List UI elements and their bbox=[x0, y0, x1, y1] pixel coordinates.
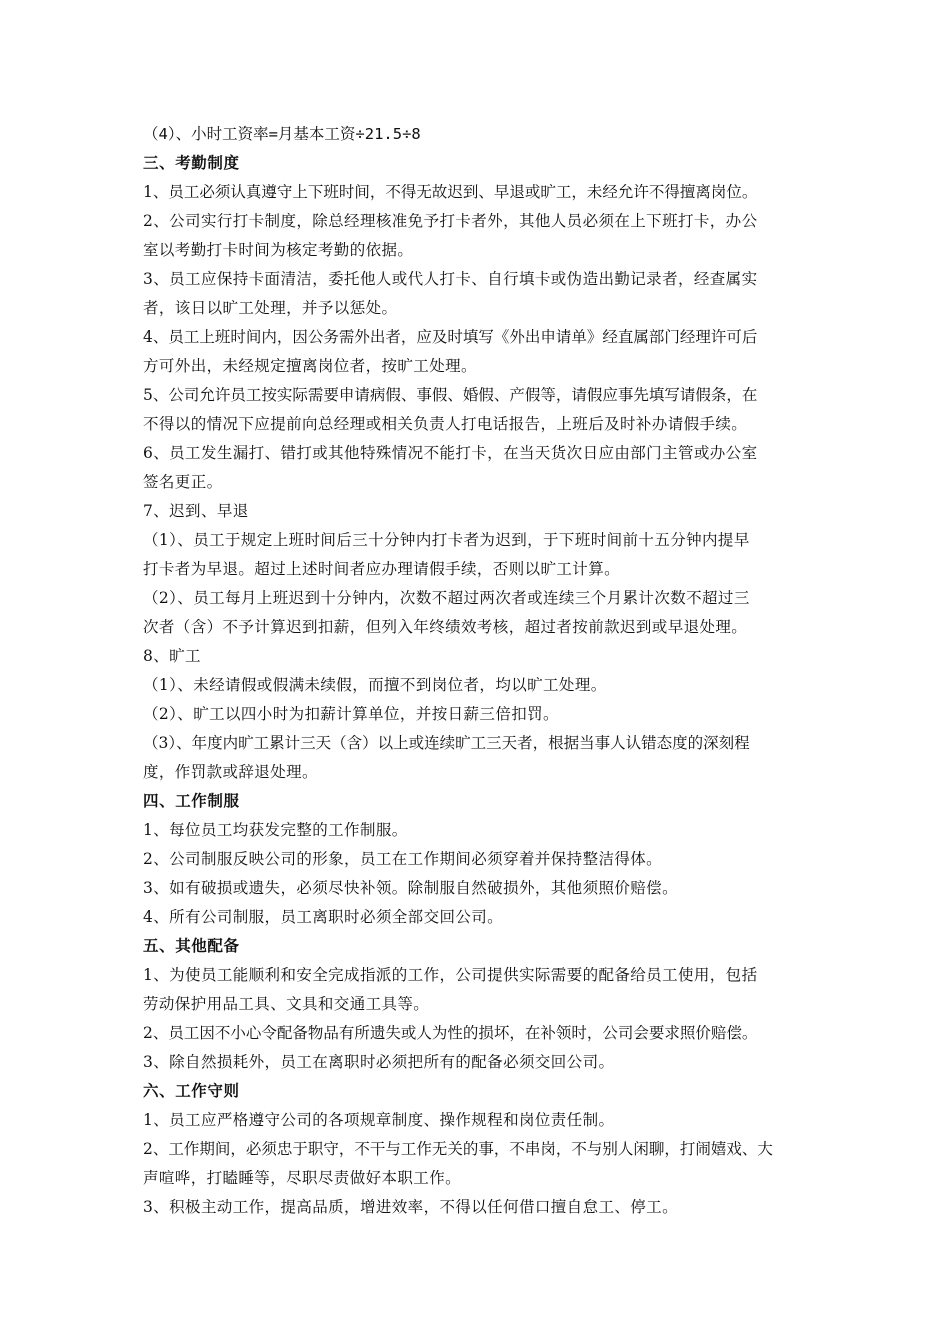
paragraph-line: 方可外出，未经规定擅离岗位者，按旷工处理。 bbox=[143, 357, 477, 375]
paragraph-line: 2、公司实行打卡制度，除总经理核准免予打卡者外，其他人员必须在上下班打卡，办公 bbox=[143, 212, 758, 230]
section-heading-attendance: 三、考勤制度 bbox=[143, 154, 240, 172]
paragraph-line: 7、迟到、早退 bbox=[143, 502, 249, 520]
section-heading-work-rules: 六、工作守则 bbox=[143, 1082, 240, 1100]
paragraph-line: 1、为使员工能顺利和安全完成指派的工作，公司提供实际需要的配备给员工使用，包括 bbox=[143, 966, 758, 984]
paragraph-line: 4、员工上班时间内，因公务需外出者，应及时填写《外出申请单》经直属部门经理许可后 bbox=[143, 328, 758, 346]
paragraph-line: 1、员工必须认真遵守上下班时间，不得无故迟到、早退或旷工，未经允许不得擅离岗位。 bbox=[143, 183, 758, 201]
section-heading-equipment: 五、其他配备 bbox=[143, 937, 240, 955]
paragraph-line: 劳动保护用品工具、文具和交通工具等。 bbox=[143, 995, 430, 1013]
paragraph-line: 签名更正。 bbox=[143, 473, 223, 491]
paragraph-line: 6、员工发生漏打、错打或其他特殊情况不能打卡，在当天货次日应由部门主管或办公室 bbox=[143, 444, 758, 462]
paragraph-line: 3、积极主动工作，提高品质，增进效率，不得以任何借口擅自怠工、停工。 bbox=[143, 1198, 678, 1216]
paragraph-line: 1、员工应严格遵守公司的各项规章制度、操作规程和岗位责任制。 bbox=[143, 1111, 615, 1129]
paragraph-line: 3、除自然损耗外，员工在离职时必须把所有的配备必须交回公司。 bbox=[143, 1053, 615, 1071]
paragraph-line: 2、员工因不小心令配备物品有所遗失或人为性的损坏，在补领时，公司会要求照价赔偿。 bbox=[143, 1024, 758, 1042]
paragraph-line: 不得以的情况下应提前向总经理或相关负责人打电话报告，上班后及时补办请假手续。 bbox=[143, 415, 748, 433]
paragraph-line: 8、旷工 bbox=[143, 647, 201, 665]
paragraph-line: 打卡者为早退。超过上述时间者应办理请假手续，否则以旷工计算。 bbox=[143, 560, 621, 578]
paragraph-line: 次者（含）不予计算迟到扣薪，但列入年终绩效考核，超过者按前款迟到或早退处理。 bbox=[143, 618, 748, 636]
paragraph-line: （3）、年度内旷工累计三天（含）以上或连续旷工三天者，根据当事人认错态度的深刻程 bbox=[143, 734, 750, 752]
paragraph-line: （1）、未经请假或假满未续假，而擅不到岗位者，均以旷工处理。 bbox=[143, 676, 607, 694]
paragraph-line: 2、工作期间，必须忠于职守，不干与工作无关的事，不串岗，不与别人闲聊，打闹嬉戏、大 bbox=[143, 1140, 773, 1158]
paragraph-line: 3、如有破损或遗失，必须尽快补领。除制服自然破损外，其他须照价赔偿。 bbox=[143, 879, 678, 897]
paragraph-line: 3、员工应保持卡面清洁，委托他人或代人打卡、自行填卡或伪造出勤记录者，经查属实 bbox=[143, 270, 758, 288]
paragraph-line: 声喧哗，打瞌睡等，尽职尽责做好本职工作。 bbox=[143, 1169, 462, 1187]
paragraph-line: （2）、员工每月上班迟到十分钟内，次数不超过两次者或连续三个月累计次数不超过三 bbox=[143, 589, 750, 607]
paragraph-line: （1）、员工于规定上班时间后三十分钟内打卡者为迟到，于下班时间前十五分钟内提早 bbox=[143, 531, 750, 549]
paragraph-line: 室以考勤打卡时间为核定考勤的依据。 bbox=[143, 241, 414, 259]
paragraph-line: 2、公司制服反映公司的形象，员工在工作期间必须穿着并保持整洁得体。 bbox=[143, 850, 663, 868]
section-heading-uniform: 四、工作制服 bbox=[143, 792, 240, 810]
document-body bbox=[143, 120, 823, 1222]
paragraph-line: 4、所有公司制服，员工离职时必须全部交回公司。 bbox=[143, 908, 504, 926]
paragraph-line: 5、公司允许员工按实际需要申请病假、事假、婚假、产假等，请假应事先填写请假条，在 bbox=[143, 386, 758, 404]
paragraph-line: 度，作罚款或辞退处理。 bbox=[143, 763, 318, 781]
paragraph-line: （2）、旷工以四小时为扣薪计算单位，并按日薪三倍扣罚。 bbox=[143, 705, 559, 723]
paragraph-line: （4）、小时工资率=月基本工资÷21.5÷8 bbox=[143, 125, 421, 143]
paragraph-line: 者，该日以旷工处理，并予以惩处。 bbox=[143, 299, 398, 317]
paragraph-line: 1、每位员工均获发完整的工作制服。 bbox=[143, 821, 408, 839]
